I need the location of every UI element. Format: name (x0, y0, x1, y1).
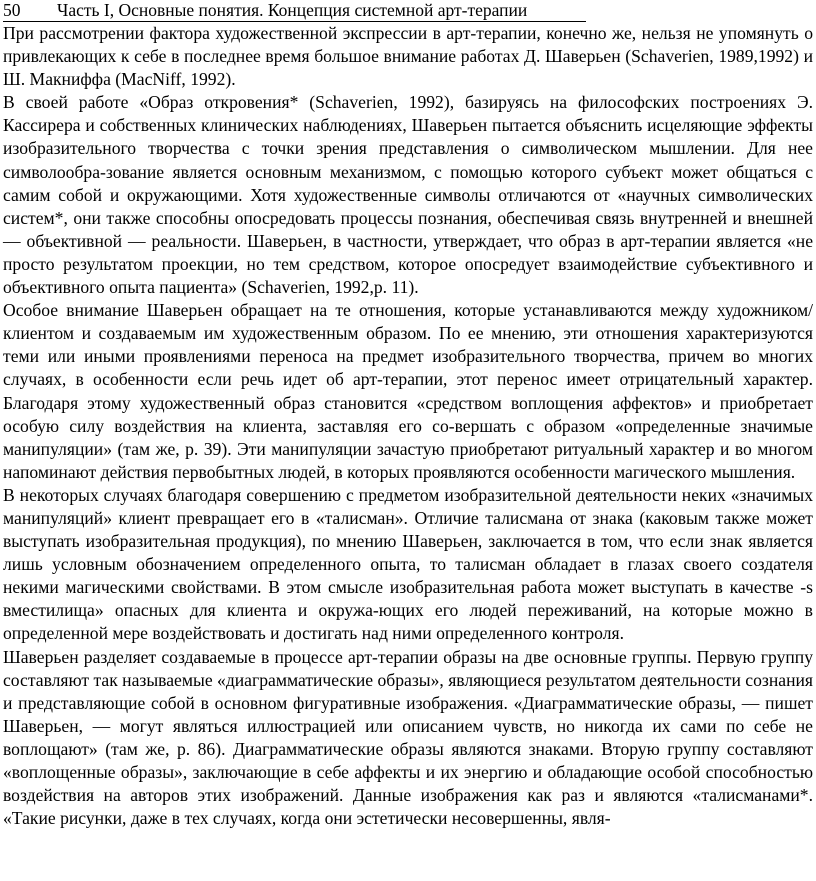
paragraph-2: В своей работе «Образ откровения* (Schaverien, 1992), базируясь на философских построениях Э. Кассирера и собственных клинических наблюдениях, Шаверьен пытается объяснить исцеляющие эффекты изобразительного творчества с точки зрения представления о символическом мышлении. Для нее символообра-зование является основным механизмом, с помощью которого субъект может общаться с самим собой и окружающими. Хотя художественные символы отличаются от «научных символических систем*, они также способны опосредовать процессы познания, обеспечивая связь внутренней и внешней — объективной — реальности. Шаверьен, в частности, утверждает, что образ в арт-терапии является «не просто результатом проекции, но тем средством, которое опосредует взаимодействие субъективного и объективного опыта пациента» (Schaverien, 1992,р. 11). (3, 92, 813, 298)
body-text (3, 22, 813, 830)
paragraph-5: Шаверьен разделяет создаваемые в процессе арт-терапии образы на две основные группы. Первую группу составляют так называемые «диаграмматические образы», являющиеся результатом деятельности сознания и представляющие собой в основном фигуративные изображения. «Диаграмматические образы, — пишет Шаверьен, — могут являться иллюстрацией или описанием чувств, но никогда их сами по себе не воплощают» (там же, р. 86). Диаграмматические образы являются знаками. Вторую группу составляют «воплощенные образы», заключающие в себе аффекты и их энергию и обладающие особой способностью воздействия на авторов этих изображений. Данные изображения как раз и являются «талисманами*. «Такие рисунки, даже в тех случаях, когда они эстетически несовершенны, явля- (3, 646, 813, 829)
running-title: Часть I, Основные понятия. Концепция системной арт-терапии (57, 0, 528, 20)
running-header (3, 0, 586, 22)
paragraph-3: Особое внимание Шаверьен обращает на те отношения, которые устанавливаются между художником/клиентом и создаваемым им художественным образом. По ее мнению, эти отношения характеризуются теми или иными проявлениями переноса на предмет изобразительного творчества, причем во многих случаях, в особенности если речь идет об арт-терапии, этот перенос имеет отрицательный характер. Благодаря этому художественный образ становится «средством воплощения аффектов» и приобретает особую силу воздействия на клиента, заставляя его со-вершать с образом «определенные значимые манипуляции» (там же, р. 39). Эти манипуляции зачастую приобретают ритуальный характер и во многом напоминают действия первобытных людей, в которых проявляются особенности магического мышления. (3, 300, 813, 482)
page-number: 50 (3, 0, 21, 20)
paragraph-4: В некоторых случаях благодаря совершению с предметом изобразительной деятельности неких «значимых манипуляций» клиент превращает его в «талисман». Отличие талисмана от знака (каковым также может выступать изобразительная продукция), по мнению Шаверьен, заключается в том, что если знак является лишь условным обозначением определенного опыта, то талисман обладает в глазах своего создателя некими магическими свойствами. В этом смысле изобразительная работа может выступать в качестве -s вместилища» опасных для клиента и окружа-ющих его людей переживаний, на которые можно в определенной мере воздействовать и достигать над ними определенного контроля. (3, 484, 813, 644)
paragraph-1: При рассмотрении фактора художественной экспрессии в арт-терапии, конечно же, нельзя не упомянуть о привлекающих к себе в последнее время большое внимание работах Д. Шаверьен (Schaverien, 1989,1992) и Ш. Макниффа (MacNiff, 1992). (3, 23, 813, 90)
